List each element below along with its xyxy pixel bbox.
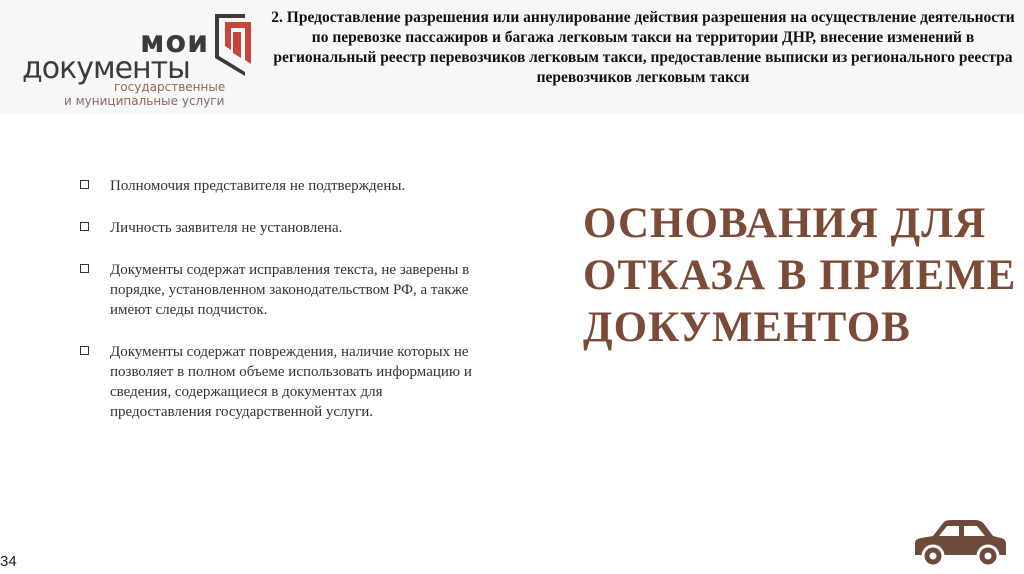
list-item bbox=[80, 176, 480, 196]
heading-line3: ДОКУМЕНТОВ bbox=[583, 304, 911, 351]
checkbox-icon bbox=[80, 264, 89, 273]
logo-subtitle1: государственные bbox=[114, 80, 226, 94]
moi-dokumenty-logo bbox=[22, 10, 262, 110]
header-bar bbox=[0, 0, 1024, 114]
car-icon bbox=[909, 515, 1009, 569]
section-heading bbox=[583, 198, 1023, 354]
logo-line1: мои bbox=[140, 25, 210, 60]
list-item-text: Полномочия представителя не подтверждены. bbox=[110, 178, 406, 194]
heading-line2: ОТКАЗА В ПРИЕМЕ bbox=[583, 252, 1017, 299]
list-item-text: Документы содержат исправления текста, не заверены в порядке, установленном законодательством РФ, а также имеют следы подчисток. bbox=[110, 262, 470, 318]
checkbox-icon bbox=[80, 346, 89, 355]
list-item-text: Личность заявителя не установлена. bbox=[110, 220, 343, 236]
heading-line1: ОСНОВАНИЯ ДЛЯ bbox=[583, 200, 987, 247]
page-title: 2. Предоставление разрешения или аннулирование действия разрешения на осуществление деятельности по перевозке пассажиров и багажа легковым такси на территории ДНР, внесение изменений в региональный реестр перевозчиков легковым такси, предоставление выписки из регионального реестра перевозчиков легковым такси bbox=[271, 9, 1015, 86]
logo-mark-icon bbox=[205, 10, 257, 78]
checkbox-icon bbox=[80, 222, 89, 231]
list-item bbox=[80, 218, 480, 238]
list-item-text: Документы содержат повреждения, наличие которых не позволяет в полном объеме использовать информацию и сведения, содержащиеся в документах для предоставления государственной услуги. bbox=[110, 344, 472, 420]
page-number: 34 bbox=[0, 553, 17, 570]
refusal-reasons-list bbox=[80, 176, 480, 444]
logo-subtitle2: и муниципальные услуги bbox=[64, 94, 225, 108]
logo-line2: документы bbox=[22, 51, 190, 86]
list-item bbox=[80, 342, 480, 422]
checkbox-icon bbox=[80, 180, 89, 189]
list-item bbox=[80, 260, 480, 320]
